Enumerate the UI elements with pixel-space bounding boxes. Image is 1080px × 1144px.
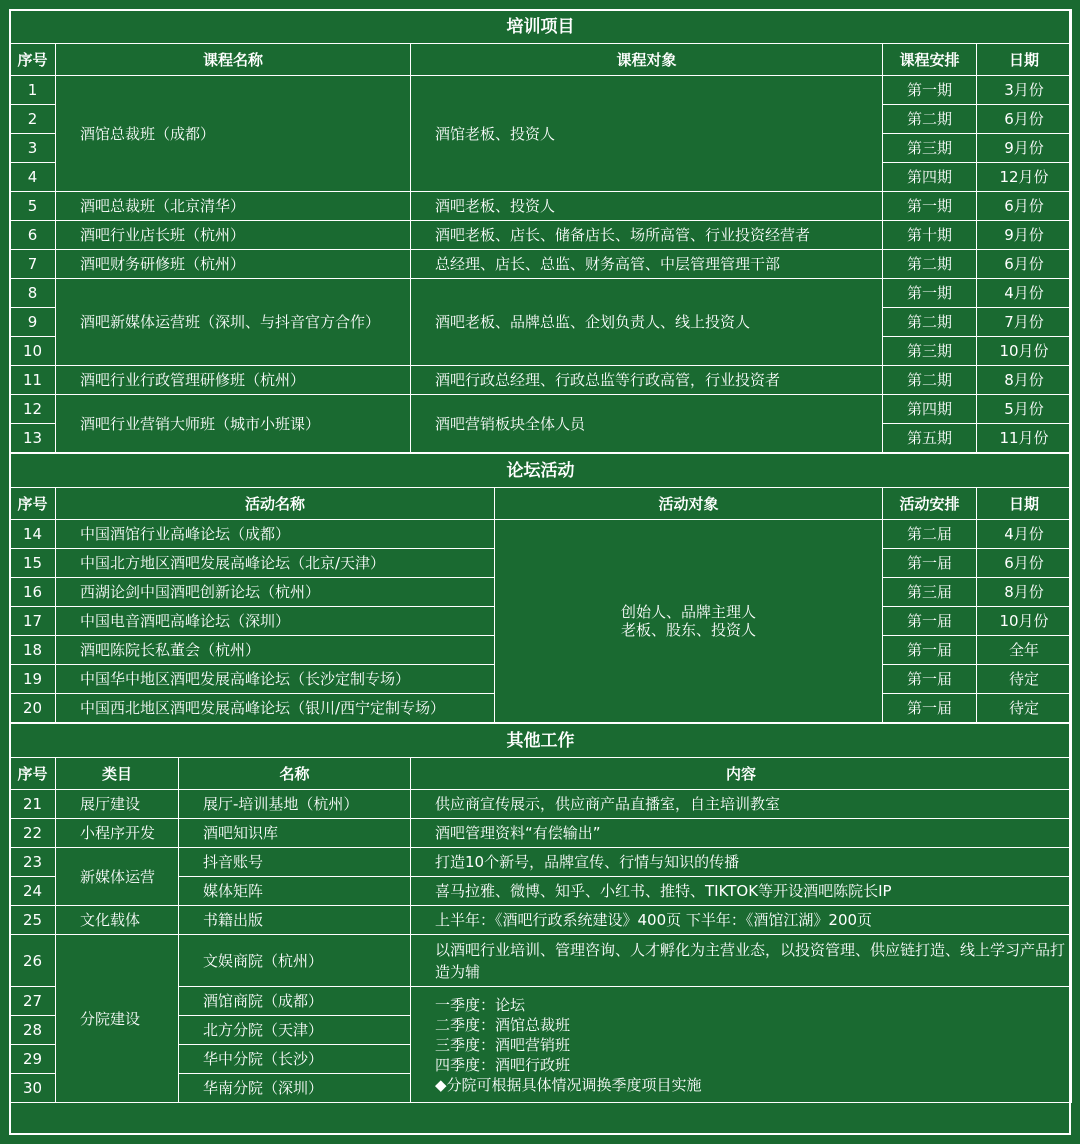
activity-date: 待定 — [977, 694, 1072, 723]
activity-date: 8月份 — [977, 578, 1072, 607]
header-no: 序号 — [10, 488, 56, 520]
table-row — [10, 76, 1072, 105]
table-row — [10, 819, 1072, 848]
forum-table — [9, 453, 1072, 723]
activity-audience — [495, 520, 883, 723]
work-category: 分院建设 — [56, 935, 179, 1103]
forum-section-title: 论坛活动 — [10, 454, 1072, 488]
training-table — [9, 9, 1072, 453]
work-name: 酒吧知识库 — [179, 819, 411, 848]
table-row — [10, 366, 1072, 395]
work-category: 展厅建设 — [56, 790, 179, 819]
row-number: 8 — [10, 279, 56, 308]
activity-date: 10月份 — [977, 607, 1072, 636]
row-number: 23 — [10, 848, 56, 877]
header-date: 日期 — [977, 488, 1072, 520]
course-session: 第二期 — [883, 366, 977, 395]
header-activity-name: 活动名称 — [56, 488, 495, 520]
work-name: 北方分院（天津） — [179, 1016, 411, 1045]
activity-date: 4月份 — [977, 520, 1072, 549]
header-no: 序号 — [10, 44, 56, 76]
course-date: 3月份 — [977, 76, 1072, 105]
activity-date: 6月份 — [977, 549, 1072, 578]
course-session: 第二期 — [883, 105, 977, 134]
row-number: 7 — [10, 250, 56, 279]
row-number: 6 — [10, 221, 56, 250]
work-name: 展厅-培训基地（杭州） — [179, 790, 411, 819]
course-session: 第二期 — [883, 308, 977, 337]
course-date: 7月份 — [977, 308, 1072, 337]
work-content: 上半年：《酒吧行政系统建设》400页 下半年：《酒馆江湖》200页 — [411, 906, 1072, 935]
work-content: 打造10个新号，品牌宣传、行情与知识的传播 — [411, 848, 1072, 877]
course-audience: 酒吧老板、店长、储备店长、场所高管、行业投资经营者 — [411, 221, 883, 250]
activity-session: 第一届 — [883, 636, 977, 665]
course-date: 11月份 — [977, 424, 1072, 453]
activity-session: 第二届 — [883, 520, 977, 549]
course-date: 10月份 — [977, 337, 1072, 366]
course-name: 酒馆总裁班（成都） — [56, 76, 411, 192]
row-number: 10 — [10, 337, 56, 366]
activity-audience-line: 老板、股东、投资人 — [620, 621, 756, 639]
activity-name: 中国酒馆行业高峰论坛（成都） — [56, 520, 495, 549]
season-plan-line: 四季度：酒吧行政班 — [435, 1055, 571, 1074]
season-plan-line: 二季度：酒馆总裁班 — [435, 1015, 571, 1034]
work-category: 文化载体 — [56, 906, 179, 935]
work-name: 酒馆商院（成都） — [179, 987, 411, 1016]
row-number: 13 — [10, 424, 56, 453]
course-audience: 酒馆老板、投资人 — [411, 76, 883, 192]
course-date: 4月份 — [977, 279, 1072, 308]
course-session: 第一期 — [883, 279, 977, 308]
header-activity-audience: 活动对象 — [495, 488, 883, 520]
program-schedule — [9, 9, 1071, 1135]
row-number: 30 — [10, 1074, 56, 1103]
header-category: 类目 — [56, 758, 179, 790]
season-plan-line: ◆分院可根据具体情况调换季度项目实施 — [435, 1075, 702, 1094]
course-audience: 总经理、店长、总监、财务高管、中层管理管理干部 — [411, 250, 883, 279]
course-session: 第一期 — [883, 192, 977, 221]
activity-audience-line: 创始人、品牌主理人 — [620, 603, 756, 621]
work-name: 媒体矩阵 — [179, 877, 411, 906]
course-session: 第一期 — [883, 76, 977, 105]
activity-name: 中国华中地区酒吧发展高峰论坛（长沙定制专场） — [56, 665, 495, 694]
course-name: 酒吧财务研修班（杭州） — [56, 250, 411, 279]
table-row — [10, 395, 1072, 424]
activity-name: 中国电音酒吧高峰论坛（深圳） — [56, 607, 495, 636]
table-row — [10, 848, 1072, 877]
season-plan-line: 一季度：论坛 — [435, 995, 526, 1014]
row-number: 3 — [10, 134, 56, 163]
table-row — [10, 192, 1072, 221]
header-course-name: 课程名称 — [56, 44, 411, 76]
header-no: 序号 — [10, 758, 56, 790]
header-date: 日期 — [977, 44, 1072, 76]
course-audience: 酒吧老板、投资人 — [411, 192, 883, 221]
training-section-title: 培训项目 — [10, 10, 1072, 44]
activity-session: 第三届 — [883, 578, 977, 607]
course-date: 9月份 — [977, 134, 1072, 163]
other-work-table — [9, 723, 1072, 1103]
row-number: 28 — [10, 1016, 56, 1045]
row-number: 29 — [10, 1045, 56, 1074]
activity-name: 中国西北地区酒吧发展高峰论坛（银川/西宁定制专场） — [56, 694, 495, 723]
work-category: 新媒体运营 — [56, 848, 179, 906]
row-number: 2 — [10, 105, 56, 134]
row-number: 1 — [10, 76, 56, 105]
course-audience: 酒吧行政总经理、行政总监等行政高管，行业投资者 — [411, 366, 883, 395]
work-name: 华中分院（长沙） — [179, 1045, 411, 1074]
work-content: 以酒吧行业培训、管理咨询、人才孵化为主营业态，以投资管理、供应链打造、线上学习产品打造为辅 — [411, 935, 1072, 987]
row-number: 15 — [10, 549, 56, 578]
table-row — [10, 221, 1072, 250]
course-date: 9月份 — [977, 221, 1072, 250]
work-name: 文娱商院（杭州） — [179, 935, 411, 987]
row-number: 26 — [10, 935, 56, 987]
course-audience: 酒吧老板、品牌总监、企划负责人、线上投资人 — [411, 279, 883, 366]
course-session: 第三期 — [883, 337, 977, 366]
course-name: 酒吧总裁班（北京清华） — [56, 192, 411, 221]
row-number: 16 — [10, 578, 56, 607]
header-name: 名称 — [179, 758, 411, 790]
work-content: 供应商宣传展示，供应商产品直播室，自主培训教室 — [411, 790, 1072, 819]
activity-name: 西湖论剑中国酒吧创新论坛（杭州） — [56, 578, 495, 607]
header-course-audience: 课程对象 — [411, 44, 883, 76]
course-date: 8月份 — [977, 366, 1072, 395]
course-date: 5月份 — [977, 395, 1072, 424]
activity-name: 酒吧陈院长私董会（杭州） — [56, 636, 495, 665]
activity-session: 第一届 — [883, 665, 977, 694]
row-number: 24 — [10, 877, 56, 906]
course-date: 12月份 — [977, 163, 1072, 192]
course-name: 酒吧行业行政管理研修班（杭州） — [56, 366, 411, 395]
row-number: 17 — [10, 607, 56, 636]
row-number: 14 — [10, 520, 56, 549]
row-number: 18 — [10, 636, 56, 665]
row-number: 27 — [10, 987, 56, 1016]
work-content: 喜马拉雅、微博、知乎、小红书、推特、TIKTOK等开设酒吧陈院长IP — [411, 877, 1072, 906]
header-activity-session: 活动安排 — [883, 488, 977, 520]
table-row — [10, 906, 1072, 935]
course-session: 第三期 — [883, 134, 977, 163]
activity-session: 第一届 — [883, 694, 977, 723]
work-name: 书籍出版 — [179, 906, 411, 935]
row-number: 21 — [10, 790, 56, 819]
course-audience: 酒吧营销板块全体人员 — [411, 395, 883, 453]
activity-date: 全年 — [977, 636, 1072, 665]
course-session: 第十期 — [883, 221, 977, 250]
work-category: 小程序开发 — [56, 819, 179, 848]
table-row — [10, 279, 1072, 308]
training-rows — [10, 76, 1072, 453]
course-session: 第二期 — [883, 250, 977, 279]
table-row — [10, 935, 1072, 987]
row-number: 9 — [10, 308, 56, 337]
table-row — [10, 250, 1072, 279]
activity-date: 待定 — [977, 665, 1072, 694]
table-row — [10, 790, 1072, 819]
other-work-rows — [10, 790, 1072, 1103]
other-section-title: 其他工作 — [10, 724, 1072, 758]
activity-name: 中国北方地区酒吧发展高峰论坛（北京/天津） — [56, 549, 495, 578]
activity-session: 第一届 — [883, 607, 977, 636]
row-number: 25 — [10, 906, 56, 935]
course-name: 酒吧新媒体运营班（深圳、与抖音官方合作） — [56, 279, 411, 366]
row-number: 5 — [10, 192, 56, 221]
row-number: 22 — [10, 819, 56, 848]
course-name: 酒吧行业营销大师班（城市小班课） — [56, 395, 411, 453]
course-name: 酒吧行业店长班（杭州） — [56, 221, 411, 250]
season-plan-line: 三季度：酒吧营销班 — [435, 1035, 571, 1054]
season-plan — [411, 987, 1072, 1103]
course-date: 6月份 — [977, 192, 1072, 221]
course-session: 第五期 — [883, 424, 977, 453]
work-content: 酒吧管理资料“有偿输出” — [411, 819, 1072, 848]
course-date: 6月份 — [977, 250, 1072, 279]
row-number: 11 — [10, 366, 56, 395]
course-session: 第四期 — [883, 395, 977, 424]
activity-session: 第一届 — [883, 549, 977, 578]
header-content: 内容 — [411, 758, 1072, 790]
row-number: 12 — [10, 395, 56, 424]
course-date: 6月份 — [977, 105, 1072, 134]
work-name: 华南分院（深圳） — [179, 1074, 411, 1103]
course-session: 第四期 — [883, 163, 977, 192]
table-row — [10, 520, 1072, 549]
forum-rows — [10, 520, 1072, 723]
row-number: 20 — [10, 694, 56, 723]
work-name: 抖音账号 — [179, 848, 411, 877]
row-number: 19 — [10, 665, 56, 694]
header-course-session: 课程安排 — [883, 44, 977, 76]
row-number: 4 — [10, 163, 56, 192]
